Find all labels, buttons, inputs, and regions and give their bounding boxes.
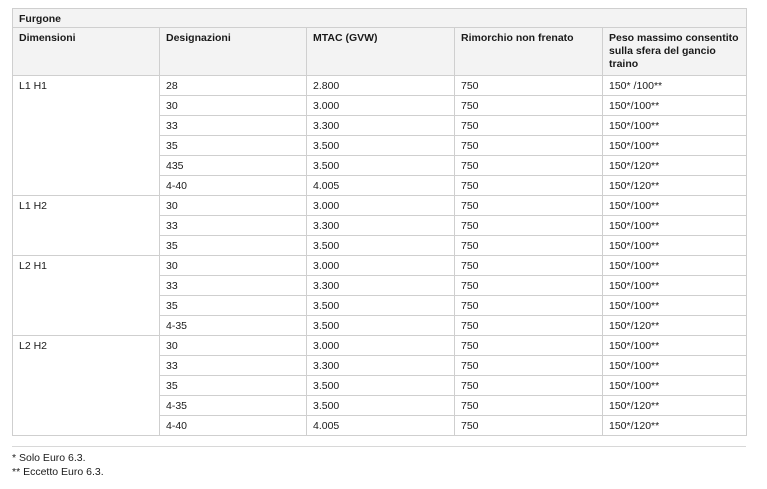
- mtac-cell: 3.500: [307, 376, 455, 396]
- footnote-divider: [12, 446, 746, 447]
- designazione-cell: 435: [160, 156, 307, 176]
- rimorchio-cell: 750: [455, 256, 603, 276]
- dimension-cell: L1 H1: [13, 76, 160, 196]
- mtac-cell: 3.500: [307, 136, 455, 156]
- table-body: [13, 76, 747, 436]
- rimorchio-cell: 750: [455, 76, 603, 96]
- peso-cell: 150*/120**: [603, 396, 747, 416]
- mtac-cell: 3.500: [307, 156, 455, 176]
- peso-cell: 150*/100**: [603, 256, 747, 276]
- rimorchio-cell: 750: [455, 316, 603, 336]
- mtac-cell: 3.500: [307, 296, 455, 316]
- designazione-cell: 30: [160, 196, 307, 216]
- rimorchio-cell: 750: [455, 356, 603, 376]
- table-row: [13, 336, 747, 356]
- mtac-cell: 3.300: [307, 276, 455, 296]
- towing-table-container: [12, 8, 746, 436]
- mtac-cell: 3.000: [307, 96, 455, 116]
- rimorchio-cell: 750: [455, 116, 603, 136]
- peso-cell: 150*/120**: [603, 176, 747, 196]
- table-caption: Furgone: [13, 9, 747, 28]
- column-header-mtac: MTAC (GVW): [307, 28, 455, 76]
- rimorchio-cell: 750: [455, 236, 603, 256]
- table-header-row: [13, 28, 747, 76]
- designazione-cell: 35: [160, 236, 307, 256]
- designazione-cell: 4-35: [160, 396, 307, 416]
- peso-cell: 150*/100**: [603, 336, 747, 356]
- mtac-cell: 4.005: [307, 176, 455, 196]
- rimorchio-cell: 750: [455, 276, 603, 296]
- rimorchio-cell: 750: [455, 216, 603, 236]
- footnote-eccetto-euro: ** Eccetto Euro 6.3.: [12, 466, 104, 478]
- peso-cell: 150*/100**: [603, 296, 747, 316]
- mtac-cell: 3.500: [307, 396, 455, 416]
- designazione-cell: 33: [160, 276, 307, 296]
- rimorchio-cell: 750: [455, 156, 603, 176]
- mtac-cell: 3.300: [307, 116, 455, 136]
- column-header-rimorchio: Rimorchio non frenato: [455, 28, 603, 76]
- designazione-cell: 33: [160, 356, 307, 376]
- designazione-cell: 35: [160, 136, 307, 156]
- table-row: [13, 256, 747, 276]
- rimorchio-cell: 750: [455, 396, 603, 416]
- mtac-cell: 2.800: [307, 76, 455, 96]
- designazione-cell: 33: [160, 116, 307, 136]
- peso-cell: 150*/100**: [603, 356, 747, 376]
- peso-cell: 150*/120**: [603, 316, 747, 336]
- designazione-cell: 4-40: [160, 176, 307, 196]
- peso-cell: 150*/100**: [603, 116, 747, 136]
- mtac-cell: 3.000: [307, 196, 455, 216]
- designazione-cell: 4-35: [160, 316, 307, 336]
- table-caption-row: [13, 9, 747, 28]
- mtac-cell: 3.000: [307, 256, 455, 276]
- dimension-cell: L1 H2: [13, 196, 160, 256]
- column-header-dimensioni: Dimensioni: [13, 28, 160, 76]
- mtac-cell: 3.500: [307, 316, 455, 336]
- column-header-peso-massimo: Peso massimo consentito sulla sfera del gancio traino: [603, 28, 747, 76]
- peso-cell: 150*/100**: [603, 216, 747, 236]
- mtac-cell: 4.005: [307, 416, 455, 436]
- peso-cell: 150*/100**: [603, 136, 747, 156]
- dimension-cell: L2 H1: [13, 256, 160, 336]
- footnote-solo-euro: * Solo Euro 6.3.: [12, 452, 86, 464]
- rimorchio-cell: 750: [455, 136, 603, 156]
- peso-cell: 150* /100**: [603, 76, 747, 96]
- mtac-cell: 3.000: [307, 336, 455, 356]
- mtac-cell: 3.500: [307, 236, 455, 256]
- designazione-cell: 35: [160, 296, 307, 316]
- designazione-cell: 33: [160, 216, 307, 236]
- peso-cell: 150*/120**: [603, 416, 747, 436]
- table-row: [13, 76, 747, 96]
- designazione-cell: 4-40: [160, 416, 307, 436]
- designazione-cell: 30: [160, 336, 307, 356]
- peso-cell: 150*/100**: [603, 96, 747, 116]
- towing-table: [12, 8, 747, 436]
- rimorchio-cell: 750: [455, 336, 603, 356]
- column-header-designazioni: Designazioni: [160, 28, 307, 76]
- peso-cell: 150*/100**: [603, 236, 747, 256]
- rimorchio-cell: 750: [455, 416, 603, 436]
- designazione-cell: 35: [160, 376, 307, 396]
- rimorchio-cell: 750: [455, 296, 603, 316]
- designazione-cell: 30: [160, 256, 307, 276]
- peso-cell: 150*/120**: [603, 156, 747, 176]
- rimorchio-cell: 750: [455, 196, 603, 216]
- peso-cell: 150*/100**: [603, 196, 747, 216]
- peso-cell: 150*/100**: [603, 276, 747, 296]
- rimorchio-cell: 750: [455, 176, 603, 196]
- dimension-cell: L2 H2: [13, 336, 160, 436]
- rimorchio-cell: 750: [455, 376, 603, 396]
- footnotes: [12, 451, 104, 479]
- table-row: [13, 196, 747, 216]
- designazione-cell: 28: [160, 76, 307, 96]
- mtac-cell: 3.300: [307, 216, 455, 236]
- mtac-cell: 3.300: [307, 356, 455, 376]
- designazione-cell: 30: [160, 96, 307, 116]
- rimorchio-cell: 750: [455, 96, 603, 116]
- peso-cell: 150*/100**: [603, 376, 747, 396]
